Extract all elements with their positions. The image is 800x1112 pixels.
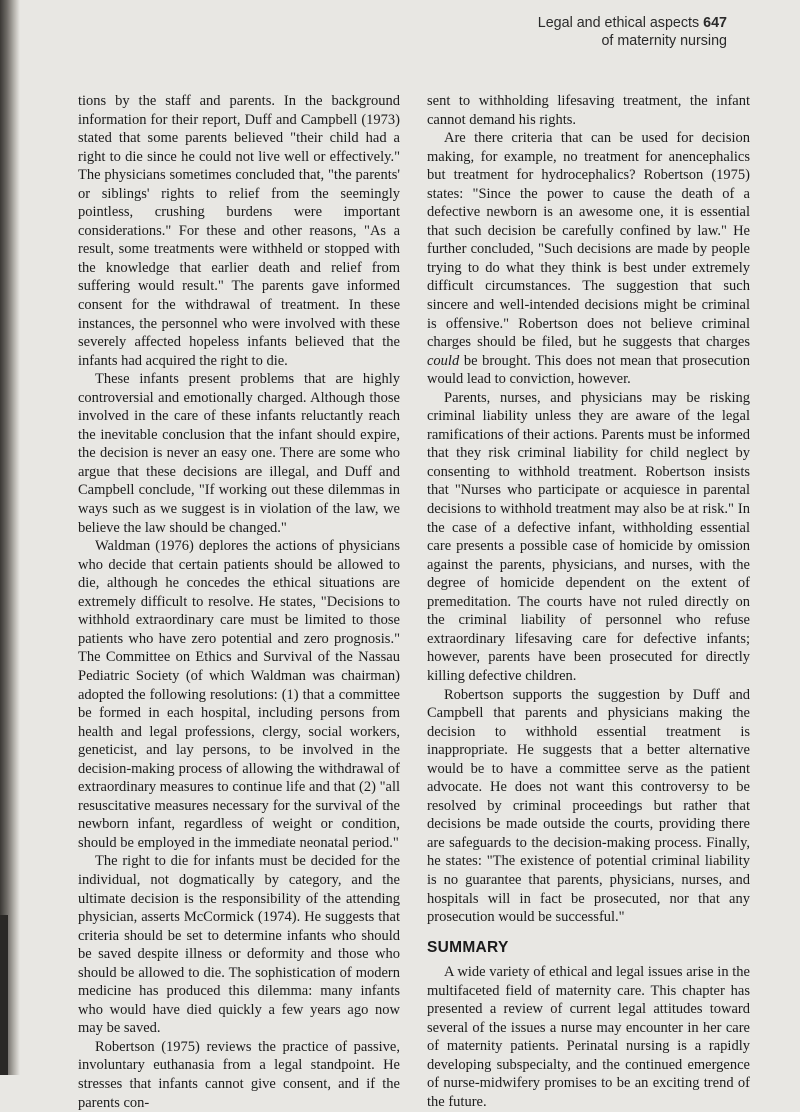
summary-paragraph: A wide variety of ethical and legal issues arise in the multifaceted field of maternity care. This chapter has presented a review of current legal attitudes toward several of the issues a nurse may encounter in her care of maternity patients. Perinatal nursing is a rapidly developing subspecialty, and the continued emergence of nurse-midwifery promises to be an exciting trend of the future. — [427, 964, 750, 1110]
page-number: 647 — [703, 15, 727, 31]
paragraph-text: Are there criteria that can be used for decision making, for example, no treatment for anencephalics but treatment for hydrocephalics? Robertson (1975) states: "Since the power to cause the death of a defective newborn is an awesome one, it is essential that such decision be carefully confined by law." He further concluded, "Such decisions are made by people trying to do what they think is best under extremely difficult circumstances. The suggestion that such sincere and well-intended decisions might be criminal is offensive." Robertson does not believe criminal charges should be filed, but he suggests that charges — [427, 130, 750, 351]
paragraph: Robertson (1975) reviews the practice of passive, involuntary euthanasia from a legal standpoint. He stresses that infants cannot give consent, and if the parents con- — [78, 1038, 400, 1111]
paragraph: Robertson supports the suggestion by Duff and Campbell that parents and physicians making the decision to withhold essential treatment is inappropriate. He suggests that a better alternative would be to have a committee serve as the patient advocate. He does not want this controversy to be resolved by criminal proceedings but rather that decisions be made outside the courts, providing there are safeguards to the decision-making process. Finally, he states: "The existence of potential criminal liability is no guarantee that parents, physicians, nurses, and hospitals will in fact be prosecuted, nor that any prosecution would be successful." — [427, 686, 750, 926]
book-binding-edge — [0, 915, 8, 1075]
paragraph: These infants present problems that are highly controversial and emotionally charged. Although those involved in the care of these infants reluctantly reach the inevitable conclusion that the infant should expire, the decision is never an easy one. There are some who argue that these decisions are illegal, and Duff and Campbell conclude, "If working out these dilemmas in ways such as we suggest is in violation of the law, we believe the law should be changed." — [78, 371, 400, 536]
summary-heading: SUMMARY — [427, 938, 509, 956]
paragraph — [427, 129, 750, 389]
paragraph: Parents, nurses, and physicians may be risking criminal liability unless they are aware of the legal ramifications of their actions. Parents must be informed that they risk criminal liability for child neglect by consenting to withhold treatment. Robertson insists that "Nurses who participate or acquiesce in parental decisions to withhold treatment may also be at risk." In the case of a defective infant, withholding essential care presents a possible case of homicide by omission against the parents, physicians, and nurses, with the degree of homicide dependent on the extent of premeditation. The courts have not ruled directly on the criminal liability of personnel who refuse extraordinary lifesaving care for defective infants; however, parents have been prosecuted for directly killing defective children. — [427, 389, 750, 684]
running-header — [538, 14, 727, 50]
header-title-line1: Legal and ethical aspects — [537, 15, 700, 31]
left-column — [78, 92, 400, 1112]
emphasis-text: could — [427, 352, 460, 369]
paragraph: The right to die for infants must be decided for the individual, not dogmatically by category, and the ultimate decision is the responsibility of the attending physician, asserts McCormick (1974). He suggests that criteria should be set to determine infants who should be saved despite illness or deformity and those who should be allowed to die. The sophistication of modern medicine has produced this dilemma: many infants who would have died quickly a few years ago now may be saved. — [78, 853, 400, 1037]
header-title-line2: of maternity nursing — [601, 33, 727, 49]
book-binding-shadow — [0, 0, 20, 1075]
paragraph: sent to withholding lifesaving treatment, the infant cannot demand his rights. — [427, 93, 750, 128]
paragraph: Waldman (1976) deplores the actions of physicians who decide that certain patients should be allowed to die, although he concedes the ethical situations are extremely difficult to resolve. He states, "Decisions to withhold extraordinary care must be limited to those patients who have zero potential and zero prognosis." The Committee on Ethics and Survival of the Nassau Pediatric Society (of which Waldman was chairman) adopted the following resolutions: (1) that a committee be formed in each hospital, including persons from health and legal professions, clergy, social workers, geneticist, and lay persons, to be involved in the decision-making process of allowing the withdrawal of extraordinary measures to continue life and that (2) "all resuscitative measures necessary for the survival of the newborn infant, regardless of weight or condition, should be employed in the immediate neonatal period." — [78, 538, 400, 851]
paragraph-text: be brought. This does not mean that prosecution would lead to conviction, however. — [427, 352, 750, 388]
right-column — [427, 92, 750, 1112]
paragraph: tions by the staff and parents. In the background information for their report, Duff and Campbell (1973) stated that some parents believed "their child had a right to die since he could not live well or effectively." The physicians sometimes concluded that, "the parents' or siblings' rights to relief from the seemingly pointless, crushing burdens were important considerations." For these and other reasons, "As a result, some treatments were withheld or stopped with the knowledge that earlier death and relief from suffering would result." The parents gave informed consent for the withdrawal of treatment. In these instances, the personnel who were involved with these severely affected hopeless infants believed that the infants had acquired the right to die. — [78, 93, 400, 369]
